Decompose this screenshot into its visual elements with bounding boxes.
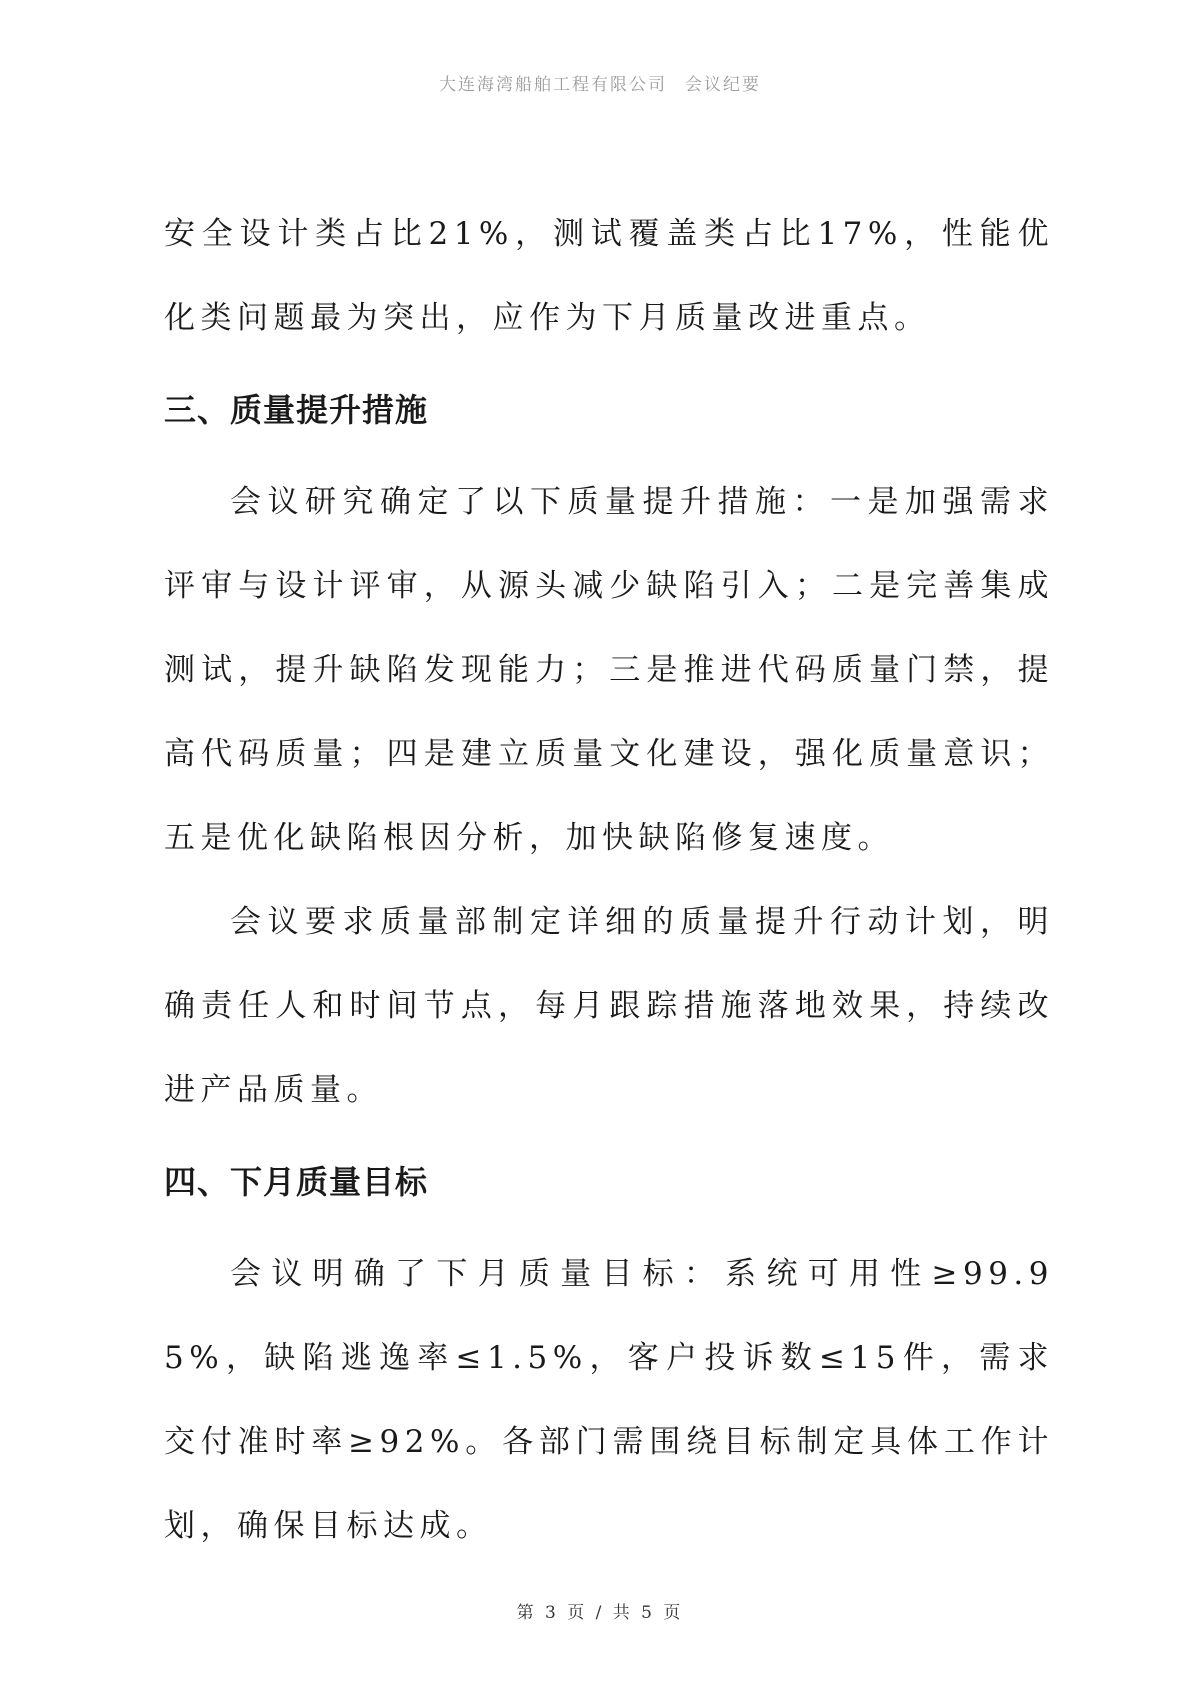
- paragraph-action-plan: 会议要求质量部制定详细的质量提升行动计划，明确责任人和时间节点，每月跟踪措施落地效果，持续改进产品质量。: [164, 904, 1054, 1108]
- section-heading-quality-measures: 三、质量提升措施: [164, 391, 429, 429]
- header-document-type: 会议纪要: [685, 75, 761, 95]
- paragraph-quality-measures: 会议研究确定了以下质量提升措施：一是加强需求评审与设计评审，从源头减少缺陷引入；二是完善集成测试，提升缺陷发现能力；三是推进代码质量门禁，提高代码质量；四是建立质量文化建设，强化质量意识；五是优化缺陷根因分析，加快缺陷修复速度。: [164, 484, 1054, 856]
- page-footer: [0, 1598, 1200, 1623]
- document-body: [164, 192, 1054, 1568]
- paragraph-defect-categories: 安全设计类占比21%，测试覆盖类占比17%，性能优化类问题最为突出，应作为下月质量改进重点。: [164, 216, 1054, 336]
- page-number-indicator: 第 3 页 / 共 5 页: [516, 1603, 684, 1623]
- page-header: [0, 70, 1200, 95]
- header-company-name: 大连海湾船舶工程有限公司: [439, 75, 667, 95]
- paragraph-quality-targets: 会议明确了下月质量目标：系统可用性≥99.95%，缺陷逃逸率≤1.5%，客户投诉数≤15件，需求交付准时率≥92%。各部门需围绕目标制定具体工作计划，确保目标达成。: [164, 1256, 1054, 1544]
- section-heading-next-month-targets: 四、下月质量目标: [164, 1163, 429, 1201]
